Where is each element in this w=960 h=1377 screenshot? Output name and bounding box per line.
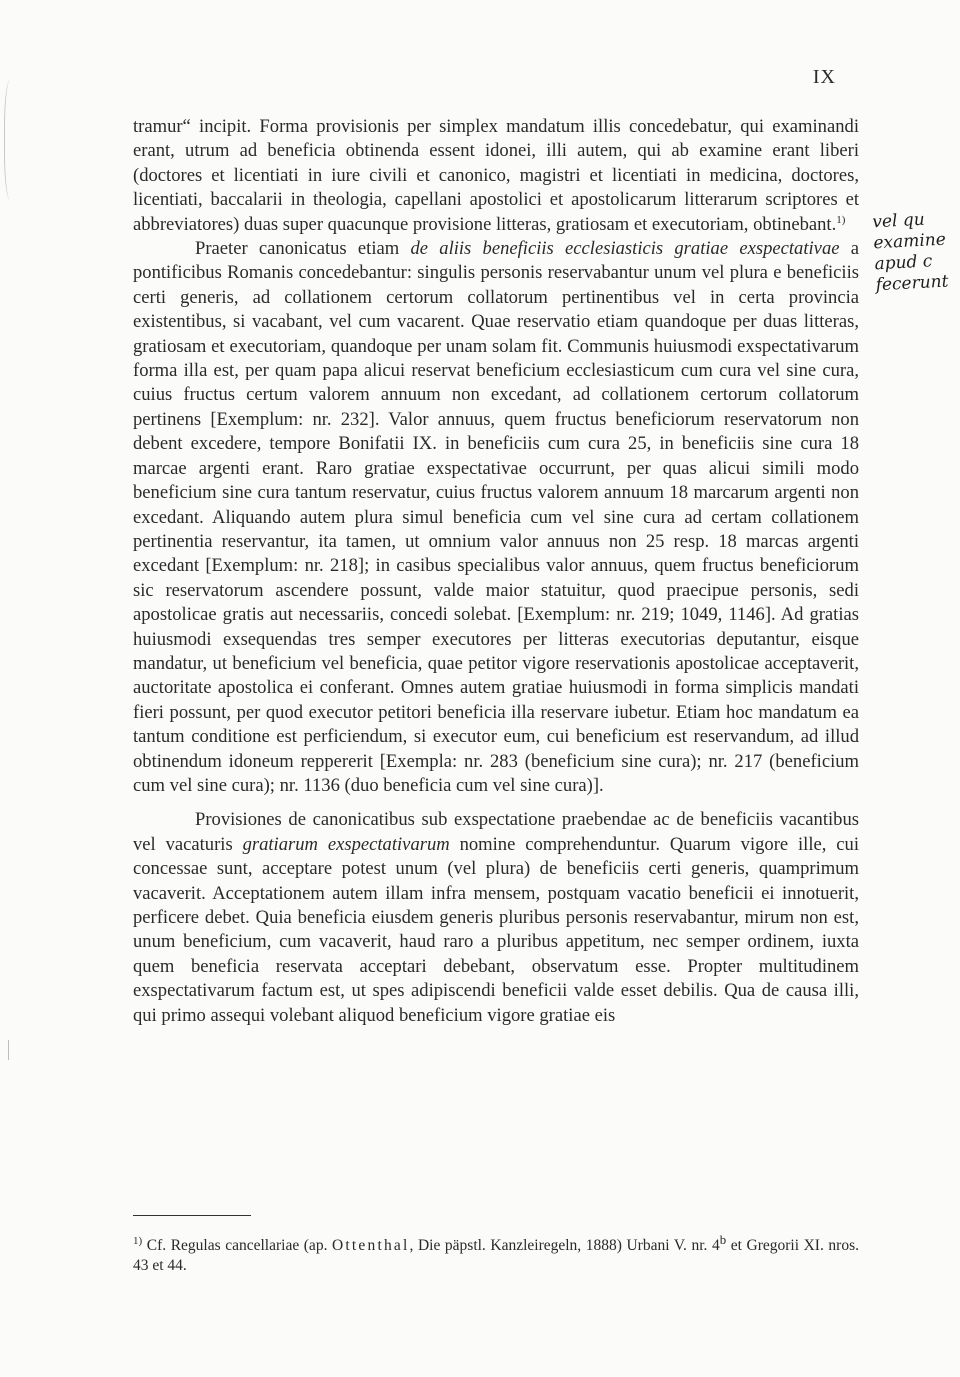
paragraph	[133, 237, 859, 798]
paragraph-text: a pontificibus Romanis concedebantur: singulis personis reservabantur unum vel plura e beneficiis certi generis, ad collationem certorum collatorum pertinentibus vel in certa provincia existentibus, si vacabant, vel cum vacarent. Quae reservatio etiam quandoque per duas litteras, gratiosam et executoriam, quandoque per unam solam fit. Communis huiusmodi exspectativarum forma illa est, per quam papa alicui reservat beneficium ecclesiasticum cum cura vel sine cura, cuius fructus certum valorem annuum non excedant, ad collationem certorum collatorum pertinens [Exemplum: nr. 232]. Valor annuus, quem fructus beneficiorum reservatorum non debent excedere, tempore Bonifatii IX. in beneficiis cum cura 25, in beneficiis sine cura 18 marcae argenti erant. Raro gratiae exspectativae occurrunt, per quas alicui simili modo beneficium sine cura tantum reservatur, cuius fructus valorem annuum 18 marcarum argenti non excedant. Aliquando autem plura simul beneficia cum vel sine cura ad certam collationem pertinentia reservantur, ita tamen, ut omnium valor annuus non 25 resp. 18 marcas argenti excedant [Exemplum: nr. 218]; in casibus specialibus valor annuus, quem fructus beneficiorum sic reservatorum ascendere possunt, valde maior statuitur, quod praecipue personis, sedi apostolicae gratis aut necessariis, concedi solebat. [Exemplum: nr. 219; 1049, 1146]. Ad gratias huiusmodi exsequendas tres semper executores per litteras executorias deputantur, eisque mandatur, ut beneficium vel beneficia, quae petitor vigore reservationis apostolicae acceptaverit, auctoritate apostolica ei conferant. Omnes autem gratiae huiusmodi in forma simplicis mandati fieri possunt, per quod executor petitori beneficia illa reservare iubetur. Etiam hoc mandatum ea tantum conditione est perficiendum, si executor eum, cui beneficium est reservandum, ad illud obtinendum idoneum reppererit [Exempla: nr. 283 (beneficium sine cura); nr. 217 (beneficium cum vel sine cura); nr. 1136 (duo beneficia cum vel sine cura)].	[133, 238, 860, 796]
handwritten-margin-note	[872, 208, 960, 297]
footnote-text: et Gregorii XI. nros. 43 et 44.	[133, 1237, 859, 1275]
paragraph-text: Praeter canonicatus etiam	[195, 238, 411, 260]
paragraph-text: tramur“ incipit. Forma provisionis per simplex mandatum illis concedebatur, qui examinandi erant, utrum ad beneficia obtinenda essent idonei, illi autem, qui ab examine erant liberi (doctores et licentiati in iure civili et canonico, magistri et licentiati in medicina, doctores, licentiati, baccalarii in theologia, capellani apostolici et apostolicarum litterarum scriptores et abbreviatores)	[133, 116, 859, 235]
footnote-text: Cf. Regulas cancellariae (ap.	[142, 1237, 333, 1255]
edge-mark	[4, 80, 19, 200]
paragraph-text: duas super quacunque provisione litteras, gratiosam et executoriam, obtinebant.	[244, 213, 837, 235]
paragraph	[133, 115, 859, 237]
paragraph	[133, 808, 859, 1028]
footnote	[133, 1230, 859, 1276]
paragraph-text: nomine comprehenduntur. Quarum vigore ille, cui concessae sunt, acceptare potest unum (vel plura) de beneficiis certi generis, quamprimum vacaverit. Acceptationem autem illam infra mensem, postquam vacatio beneficii ei innotuerit, perficere debet. Quia beneficia eiusdem generis pluribus personis reservabantur, mirum non est, unum beneficium, cum vacaverit, haud raro a pluribus appetitum, nec semper ordinem, iuxta quem beneficia reservata acceptari debebant, observatum esse. Propter multitudinem exspectativarum factum est, ut spes adipiscendi beneficii valde esset debilis. Qua de causa illi, qui primo assequi volebant aliquod beneficium vigore gratiae eis	[133, 833, 859, 1026]
margin-note-line: apud c	[874, 251, 933, 275]
footnote-reference: 1)	[836, 213, 846, 226]
margin-note-line: vel qu	[871, 209, 926, 233]
paragraph-text: Provisiones de canonicatibus sub exspectatione praebendae ac de beneficiis vacantibus vel vacaturis	[133, 809, 859, 855]
page-number: IX	[812, 66, 836, 88]
paragraph-italic-text: de aliis beneficiis ecclesiasticis gratiae exspectativae	[410, 238, 840, 260]
footnote-text: , Die päpstl. Kanzleiregeln, 1888) Urbani V. nr. 4	[409, 1237, 720, 1255]
paragraph-italic-text: gratiarum exspectativarum	[242, 833, 450, 855]
footnote-divider	[133, 1215, 251, 1216]
margin-note-line: examine	[872, 229, 947, 254]
body-text	[133, 115, 859, 1028]
margin-note-line: fecerunt	[875, 271, 949, 296]
footnote-marker: 1)	[133, 1235, 143, 1247]
edge-mark	[8, 1040, 15, 1060]
footnote-author: Ottenthal	[332, 1237, 410, 1255]
footnote-superscript: b	[719, 1232, 727, 1247]
